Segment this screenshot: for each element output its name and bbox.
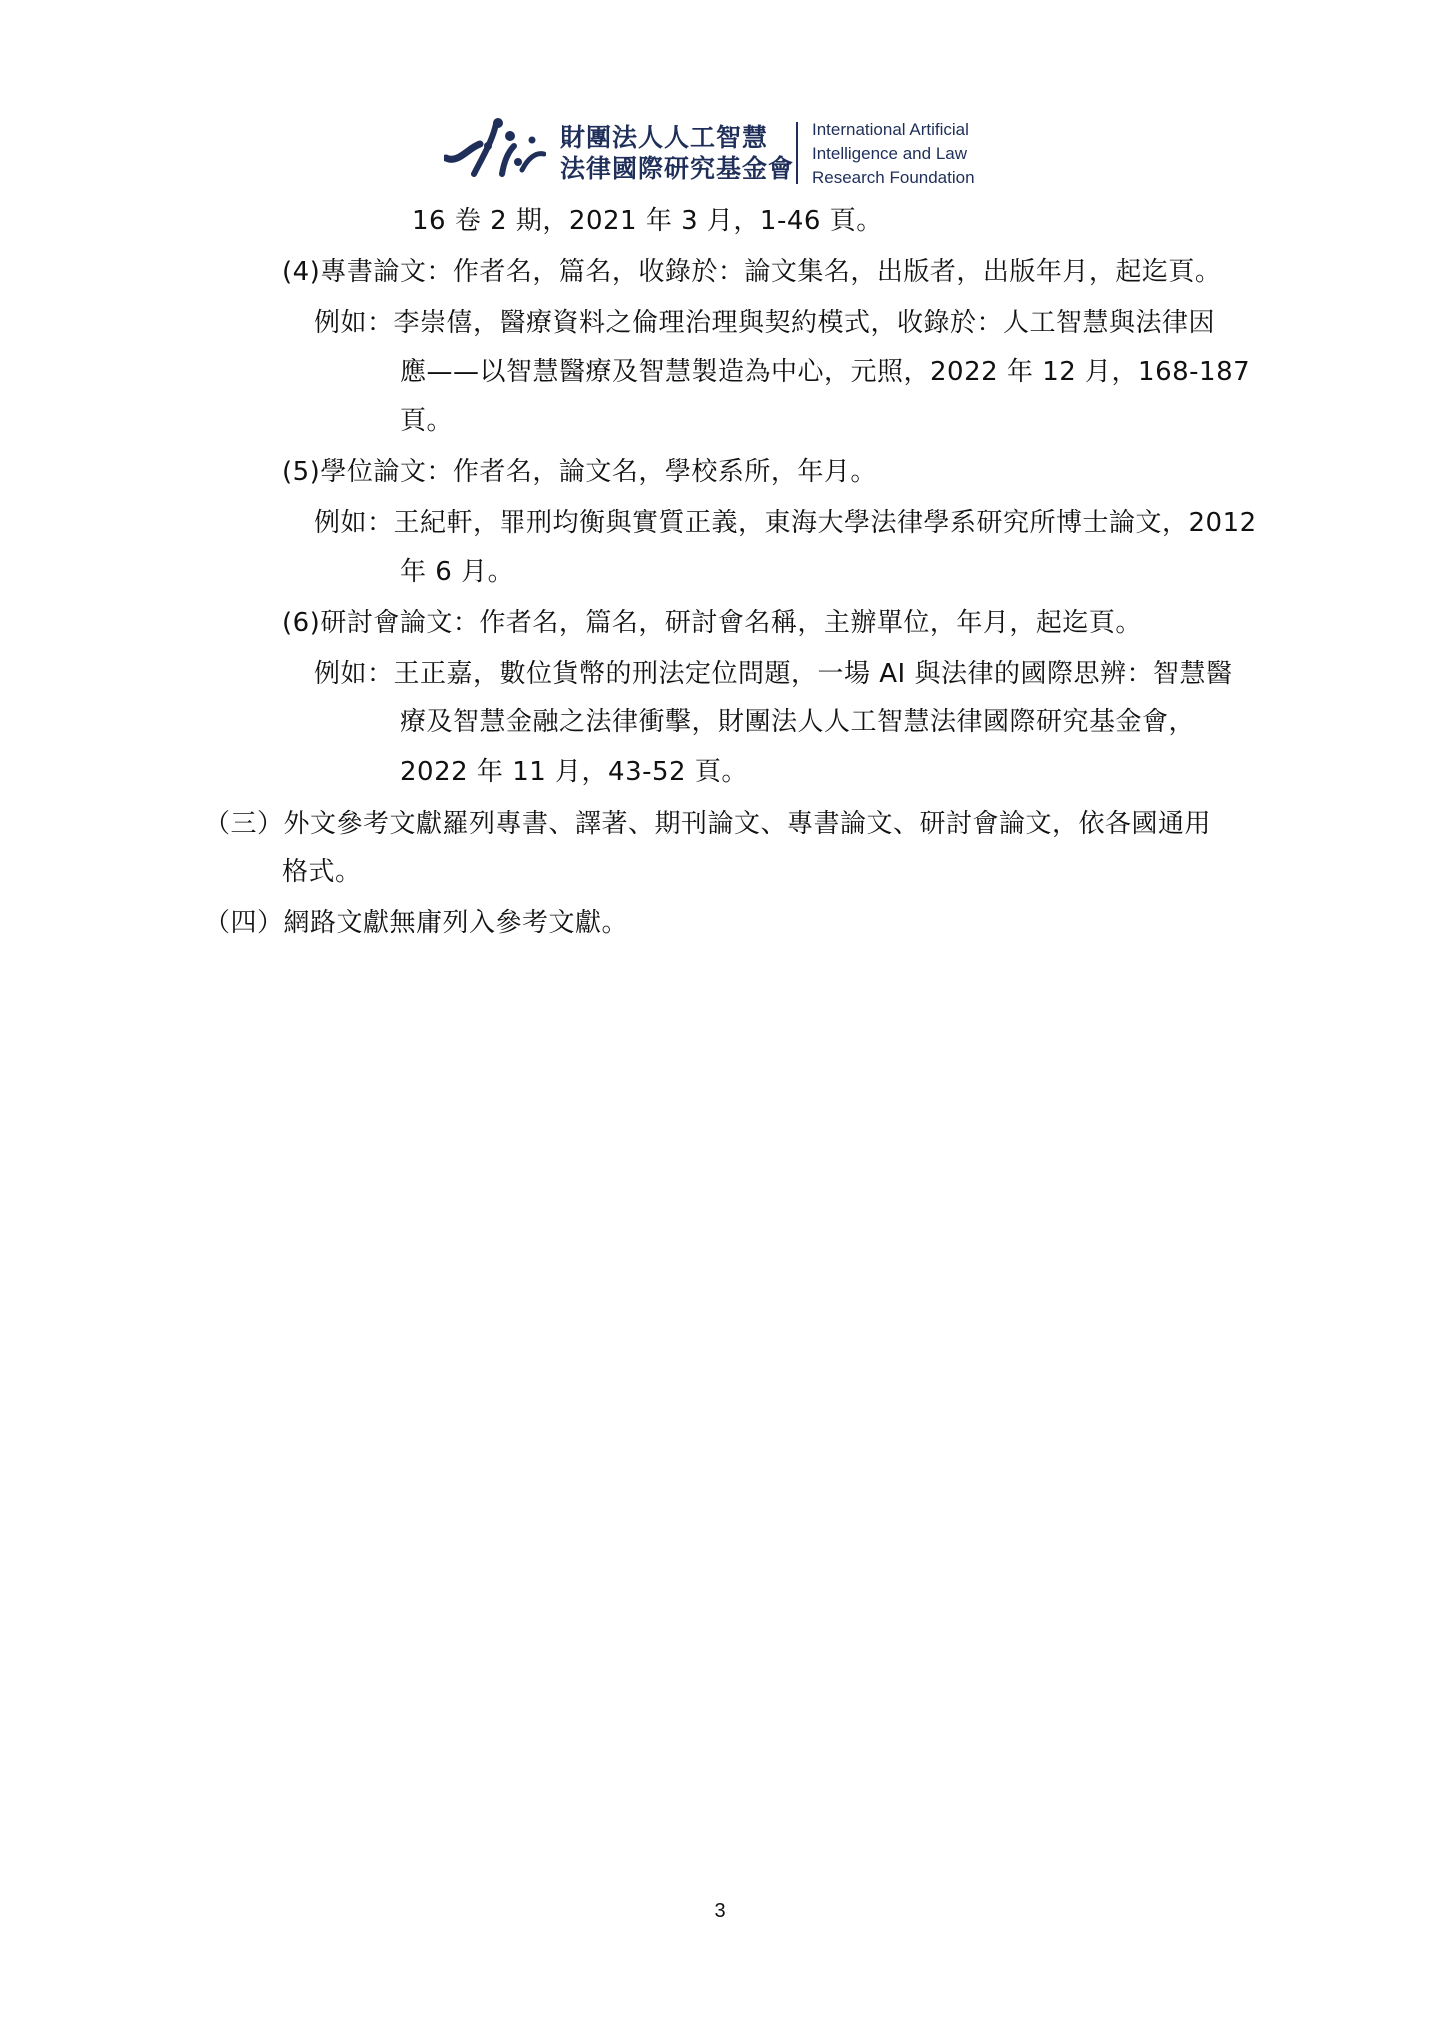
text-line: （四）網路文獻無庸列入參考文獻。 bbox=[204, 908, 629, 938]
header-divider bbox=[796, 122, 798, 184]
org-name-en-line2: Intelligence and Law bbox=[812, 144, 968, 163]
org-name-en-line1: International Artificial bbox=[812, 120, 969, 139]
text-line: 療及智慧金融之法律衝擊，財團法人人工智慧法律國際研究基金會， bbox=[400, 707, 1196, 737]
org-name-en-line3: Research Foundation bbox=[812, 168, 975, 187]
text-line: 例如：王正嘉，數位貨幣的刑法定位問題，一場 AI 與法律的國際思辨：智慧醫 bbox=[314, 659, 1233, 689]
text-line: 例如：李崇僖，醫療資料之倫理治理與契約模式，收錄於：人工智慧與法律因 bbox=[314, 308, 1216, 338]
org-name-zh-line1: 財團法人人工智慧 bbox=[560, 123, 769, 152]
text-line: 16 卷 2 期，2021 年 3 月，1-46 頁。 bbox=[412, 206, 883, 236]
text-line: 2022 年 11 月，43-52 頁。 bbox=[400, 757, 748, 787]
text-line: (5)學位論文：作者名，論文名，學校系所，年月。 bbox=[282, 457, 877, 487]
text-line: (4)專書論文：作者名，篇名，收錄於：論文集名，出版者，出版年月，起迄頁。 bbox=[282, 257, 1222, 287]
text-line: (6)研討會論文：作者名，篇名，研討會名稱，主辦單位，年月，起迄頁。 bbox=[282, 608, 1142, 638]
org-name-zh bbox=[560, 122, 794, 184]
text-line: 應——以智慧醫療及智慧製造為中心，元照，2022 年 12 月，168-187 bbox=[400, 357, 1251, 387]
text-line: （三）外文參考文獻羅列專書、譯著、期刊論文、專書論文、研討會論文，依各國通用 bbox=[204, 809, 1212, 839]
text-line: 頁。 bbox=[400, 406, 454, 436]
foundation-logo-icon bbox=[444, 118, 546, 180]
text-line: 例如：王紀軒，罪刑均衡與實質正義，東海大學法律學系研究所博士論文，2012 bbox=[314, 508, 1257, 538]
page-number: 3 bbox=[714, 1900, 726, 1922]
text-line: 格式。 bbox=[282, 857, 362, 887]
text-line: 年 6 月。 bbox=[400, 557, 515, 587]
org-name-en bbox=[812, 118, 975, 190]
page-header bbox=[444, 114, 1004, 190]
org-name-zh-line2: 法律國際研究基金會 bbox=[560, 154, 795, 183]
